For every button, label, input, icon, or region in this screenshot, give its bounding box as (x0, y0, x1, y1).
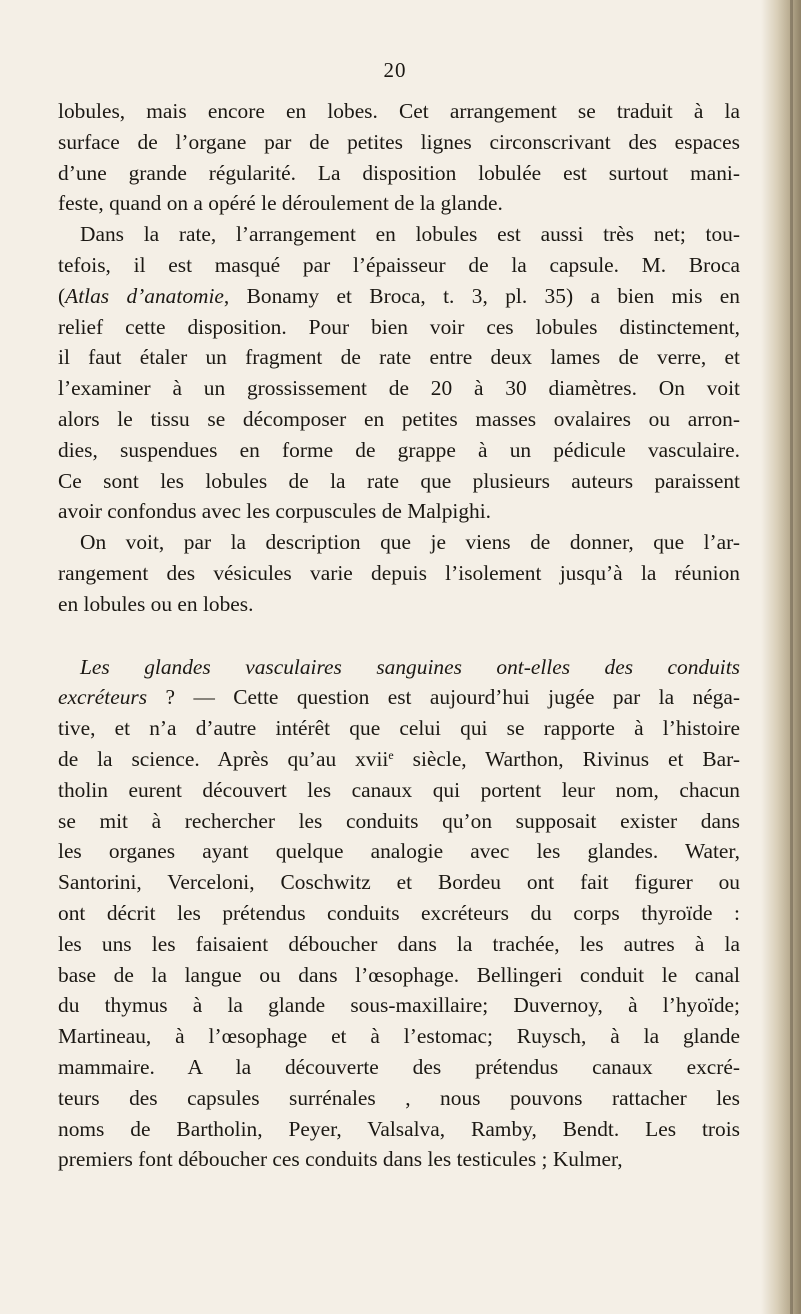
text-line (58, 836, 740, 867)
text-segment: d’une grande régularité. La disposition lobulée est surtout mani- (58, 160, 740, 185)
text-line (58, 404, 740, 435)
text-line (58, 652, 740, 683)
paragraph (58, 652, 740, 1176)
text-line (58, 127, 740, 158)
text-line (58, 496, 740, 527)
text-line (58, 589, 740, 620)
page-number: 20 (383, 58, 407, 82)
text-line (58, 1021, 740, 1052)
text-segment: avoir confondus avec les corpuscules de Malpighi. (58, 499, 492, 524)
text-line (58, 898, 740, 929)
text-segment: Martineau, à l’œsophage et à l’estomac; Ruysch, à la glande (58, 1024, 740, 1049)
text-segment: tholin eurent découvert les canaux qui portent leur nom, chacun (58, 777, 740, 802)
text-segment: rangement des vésicules varie depuis l’isolement jusqu’à la réunion (58, 560, 740, 585)
text-segment: en lobules ou en lobes. (58, 591, 254, 616)
paragraph (58, 527, 740, 619)
text-segment: relief cette disposition. Pour bien voir ces lobules distinctement, (58, 314, 740, 339)
text-segment: du thymus à la glande sous-maxillaire; Duvernoy, à l’hyoïde; (58, 993, 740, 1018)
text-line (58, 250, 740, 281)
text-line (58, 312, 740, 343)
text-line (58, 775, 740, 806)
page-edge-shadow (761, 0, 801, 1314)
text-line (58, 219, 740, 250)
text-segment: base de la langue ou dans l’œsophage. Bellingeri conduit le canal (58, 962, 740, 987)
text-line (58, 1144, 740, 1175)
text-line (58, 96, 740, 127)
text-line (58, 1052, 740, 1083)
text-segment: feste, quand on a opéré le déroulement de la glande. (58, 191, 503, 216)
text-segment: se mit à rechercher les conduits qu’on supposait exister dans (58, 808, 740, 833)
italic-text: excréteurs (58, 685, 148, 710)
text-line (58, 281, 740, 312)
paragraph (58, 219, 740, 527)
text-segment: Santorini, Verceloni, Coschwitz et Bordeu ont fait figurer ou (58, 870, 740, 895)
paragraph (58, 96, 740, 219)
text-segment: alors le tissu se décomposer en petites masses ovalaires ou arron- (58, 406, 740, 431)
text-line (58, 867, 740, 898)
text-segment: les organes ayant quelque analogie avec les glandes. Water, (58, 839, 740, 864)
text-line (58, 806, 740, 837)
text-line (58, 342, 740, 373)
text-segment: siècle, Warthon, Rivinus et Bar- (393, 746, 740, 771)
italic-text: Atlas d’anatomie (65, 283, 224, 308)
text-line (58, 929, 740, 960)
text-segment: de la science. Après qu’au xvii (58, 746, 389, 771)
text-line (58, 990, 740, 1021)
text-segment: premiers font déboucher ces conduits dans les testicules ; Kulmer, (58, 1147, 623, 1172)
text-segment: surface de l’organe par de petites lignes circonscrivant des espaces (58, 129, 740, 154)
text-segment: il faut étaler un fragment de rate entre deux lames de verre, et (58, 345, 740, 370)
italic-text: Les glandes vasculaires sanguines ont-elles des conduits (80, 654, 740, 679)
superscript: e (388, 747, 394, 762)
text-segment: , Bonamy et Broca, t. 3, pl. 35) a bien mis en (223, 283, 740, 308)
text-segment: mammaire. A la découverte des prétendus canaux excré- (58, 1054, 740, 1079)
text-line (58, 960, 740, 991)
text-line (58, 527, 740, 558)
text-line (58, 558, 740, 589)
text-segment: ont décrit les prétendus conduits excréteurs du corps thyroïde : (58, 900, 740, 925)
text-line (58, 713, 740, 744)
text-segment: Ce sont les lobules de la rate que plusieurs auteurs paraissent (58, 468, 740, 493)
text-segment: Dans la rate, l’arrangement en lobules est aussi très net; tou- (80, 222, 740, 247)
text-segment: les uns les faisaient déboucher dans la trachée, les autres à la (58, 931, 740, 956)
text-line (58, 1083, 740, 1114)
text-line (58, 1114, 740, 1145)
text-line (58, 373, 740, 404)
text-segment: ( (58, 283, 66, 308)
text-segment: noms de Bartholin, Peyer, Valsalva, Ramby, Bendt. Les trois (58, 1116, 740, 1141)
text-line (58, 188, 740, 219)
text-line (58, 435, 740, 466)
text-segment: tive, et n’a d’autre intérêt que celui qui se rapporte à l’histoire (58, 716, 740, 741)
text-segment: l’examiner à un grossissement de 20 à 30 diamètres. On voit (58, 376, 740, 401)
text-segment: tefois, il est masqué par l’épaisseur de la capsule. M. Broca (58, 252, 740, 277)
text-segment: teurs des capsules surrénales , nous pouvons rattacher les (58, 1085, 740, 1110)
text-segment: lobules, mais encore en lobes. Cet arrangement se traduit à la (58, 99, 740, 123)
page-edge-line (790, 0, 793, 1314)
text-segment: dies, suspendues en forme de grappe à un pédicule vasculaire. (58, 437, 740, 462)
body-text (58, 96, 740, 1175)
text-line (58, 682, 740, 713)
section-gap (58, 620, 740, 652)
text-line (58, 744, 740, 775)
text-segment: ? — Cette question est aujourd’hui jugée par la néga- (147, 685, 740, 710)
text-line (58, 158, 740, 189)
text-segment: On voit, par la description que je viens de donner, que l’ar- (80, 530, 740, 555)
text-line (58, 466, 740, 497)
